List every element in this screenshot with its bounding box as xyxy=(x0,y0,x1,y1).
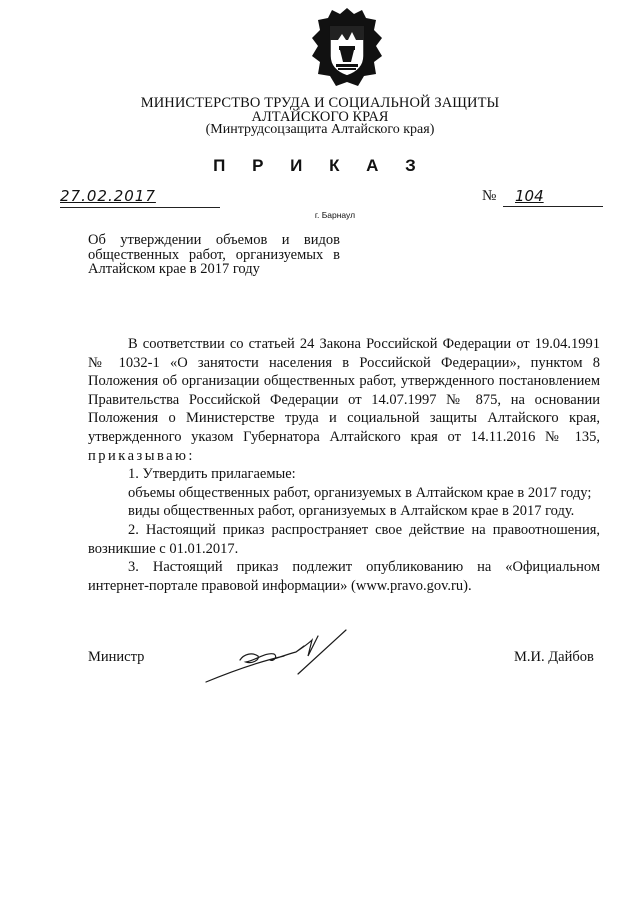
document-number: 104 xyxy=(503,187,603,207)
document-date: 27.02.2017 xyxy=(60,187,220,208)
item-1: 1. Утвердить прилагаемые: xyxy=(128,466,296,483)
item-3: 3. Настоящий приказ подлежит опубликованию на «Официальном интернет-портале правовой информации» (www.pravo.gov.ru). xyxy=(88,559,600,594)
subject-line: Об утверждении объемов и видов xyxy=(88,232,340,248)
city-name: г. Барнаул xyxy=(314,210,356,220)
order-word: приказываю: xyxy=(88,447,195,464)
item-2: 2. Настоящий приказ распространяет свое действие на правоотношения, возникшие с 01.01.2017. xyxy=(88,521,600,557)
preamble-paragraph xyxy=(88,335,600,465)
item-1-b: виды общественных работ, организуемых в Алтайском крае в 2017 году. xyxy=(128,503,575,520)
document-body xyxy=(88,335,600,595)
handwritten-signature-icon xyxy=(200,626,360,690)
coat-of-arms-icon xyxy=(306,4,388,92)
preamble-text: В соответствии со статьей 24 Закона Российской Федерации от 19.04.1991 № 1032-1 «О занятости населения в Российской Федерации», пунктом 8 Положения об организации общественных работ, утвержденного постановлением Правительства Российской Федерации от 14.07.1997 № 875, на основании Положения о Министерстве труда и социальной защиты Алтайского края, утвержденного указом Губернатора Алтайского края от 14.11.2016 № 135, xyxy=(88,336,600,445)
item-1-a: объемы общественных работ, организуемых в Алтайском крае в 2017 году; xyxy=(128,484,592,501)
ministry-short-name: (Минтрудсоцзащита Алтайского края) xyxy=(205,122,435,137)
document-subject xyxy=(88,233,340,277)
document-type-title: П Р И К А З xyxy=(213,156,427,175)
number-label: № xyxy=(482,188,497,204)
ministry-name-line1: МИНИСТЕРСТВО ТРУДА И СОЦИАЛЬНОЙ ЗАЩИТЫ xyxy=(140,95,500,111)
subject-line: общественных работ, организуемых в xyxy=(88,246,340,263)
subject-line: Алтайском крае в 2017 году xyxy=(88,261,260,277)
signatory-name: М.И. Дайбов xyxy=(514,649,594,665)
signatory-title: Министр xyxy=(88,649,145,665)
ministry-name-line2: АЛТАЙСКОГО КРАЯ xyxy=(251,109,389,125)
